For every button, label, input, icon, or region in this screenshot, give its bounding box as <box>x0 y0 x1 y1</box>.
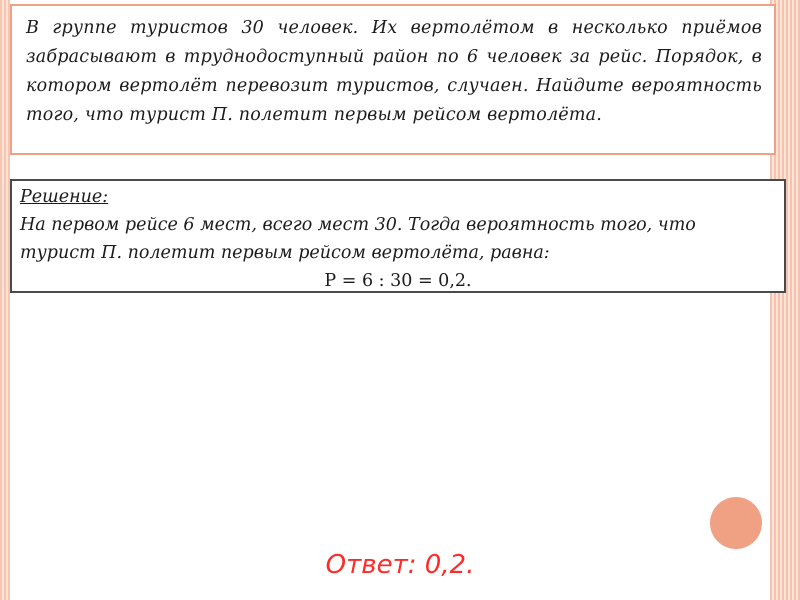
problem-box <box>10 4 776 155</box>
solution-text: На первом рейсе 6 мест, всего мест 30. Тогда вероятность того, что турист П. полетит первым рейсом вертолёта, равна: <box>20 215 696 263</box>
problem-text: В группе туристов 30 человек. Их вертолётом в несколько приёмов забрасывают в труднодоступный район по 6 человек за рейс. Порядок, в котором вертолёт перевозит туристов, случаен. Найдите вероятность того, что турист П. полетит первым рейсом вертолёта. <box>26 18 762 125</box>
decorative-circle <box>710 497 762 549</box>
solution-heading: Решение: <box>20 187 109 207</box>
solution-formula: P = 6 : 30 = 0,2. <box>324 271 472 291</box>
answer-text: Ответ: 0,2. <box>325 550 475 580</box>
decorative-stripes-left <box>0 0 10 600</box>
solution-box <box>10 179 786 293</box>
